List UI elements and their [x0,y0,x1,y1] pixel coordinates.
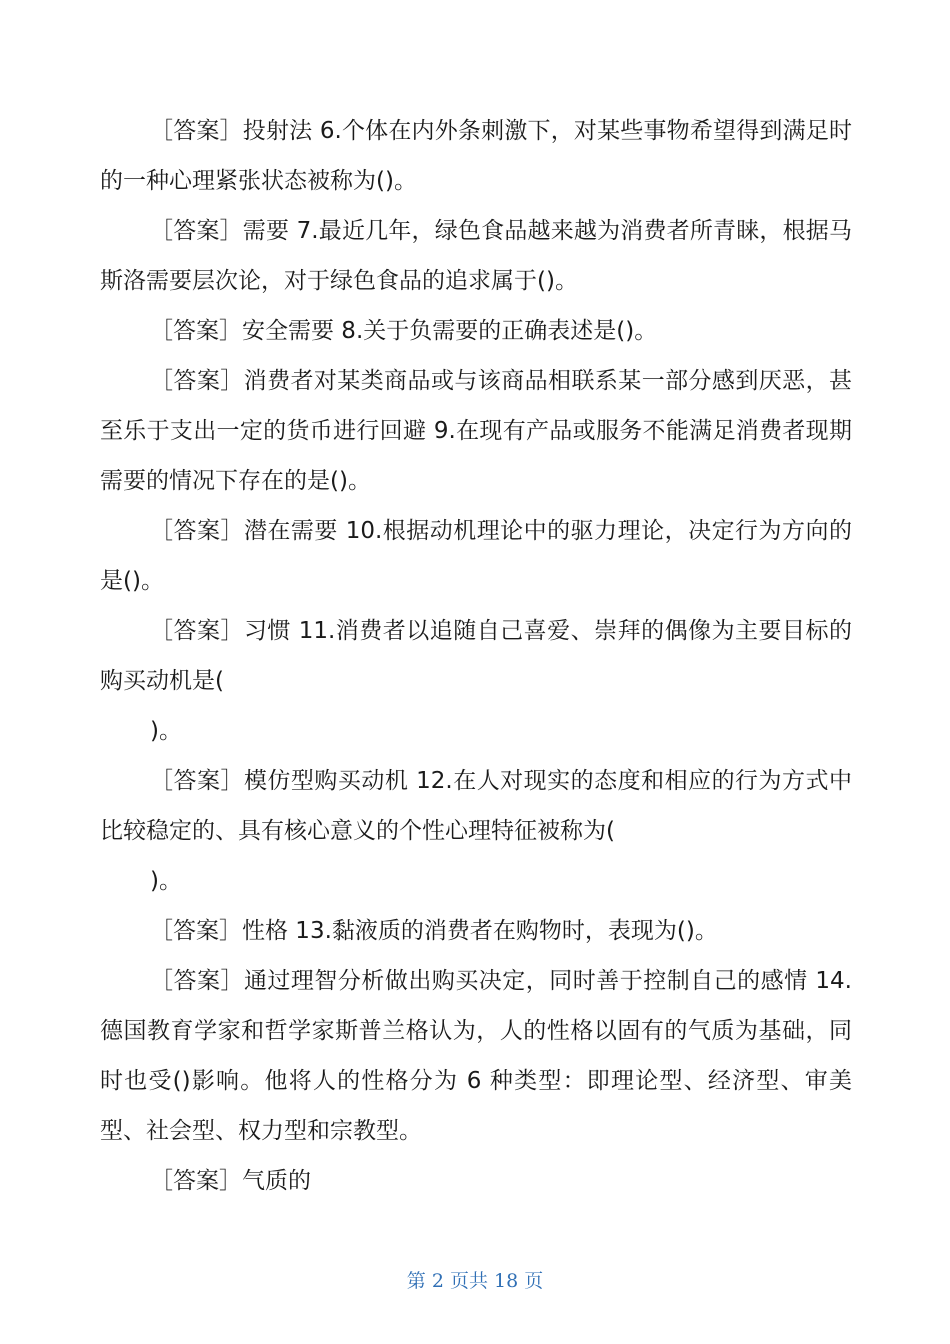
page-number-footer: 第 2 页共 18 页 [406,1270,544,1292]
document-body [100,106,852,1206]
paragraph-answer-8: ［答案］安全需要 8.关于负需要的正确表述是()。 [150,318,658,344]
paragraph-answer-14: ［答案］通过理智分析做出购买决定，同时善于控制自己的感情 14.德国教育学家和哲学家斯普兰格认为，人的性格以固有的气质为基础，同时也受()影响。他将人的性格分为 6 种类型：即理论型、经济型、审美型、社会型、权力型和宗教型。 [100,968,852,1144]
paragraph-answer-9: ［答案］消费者对某类商品或与该商品相联系某一部分感到厌恶，甚至乐于支出一定的货币进行回避 9.在现有产品或服务不能满足消费者现期需要的情况下存在的是()。 [100,368,852,494]
paragraph-answer-12: ［答案］模仿型购买动机 12.在人对现实的态度和相应的行为方式中比较稳定的、具有核心意义的个性心理特征被称为( [100,768,852,844]
paragraph-answer-15: ［答案］气质的 [150,1168,311,1194]
paragraph-answer-13: ［答案］性格 13.黏液质的消费者在购物时，表现为()。 [150,918,718,944]
paragraph-closing-11: )。 [150,718,182,744]
paragraph-closing-12: )。 [150,868,182,894]
paragraph-answer-6: ［答案］投射法 6.个体在内外条刺激下，对某些事物希望得到满足时的一种心理紧张状态被称为()。 [100,118,852,194]
paragraph-answer-7: ［答案］需要 7.最近几年，绿色食品越来越为消费者所青睐，根据马斯洛需要层次论，对于绿色食品的追求属于()。 [100,218,852,294]
paragraph-answer-11: ［答案］习惯 11.消费者以追随自己喜爱、崇拜的偶像为主要目标的购买动机是( [100,618,852,694]
paragraph-answer-10: ［答案］潜在需要 10.根据动机理论中的驱力理论，决定行为方向的是()。 [100,518,852,594]
